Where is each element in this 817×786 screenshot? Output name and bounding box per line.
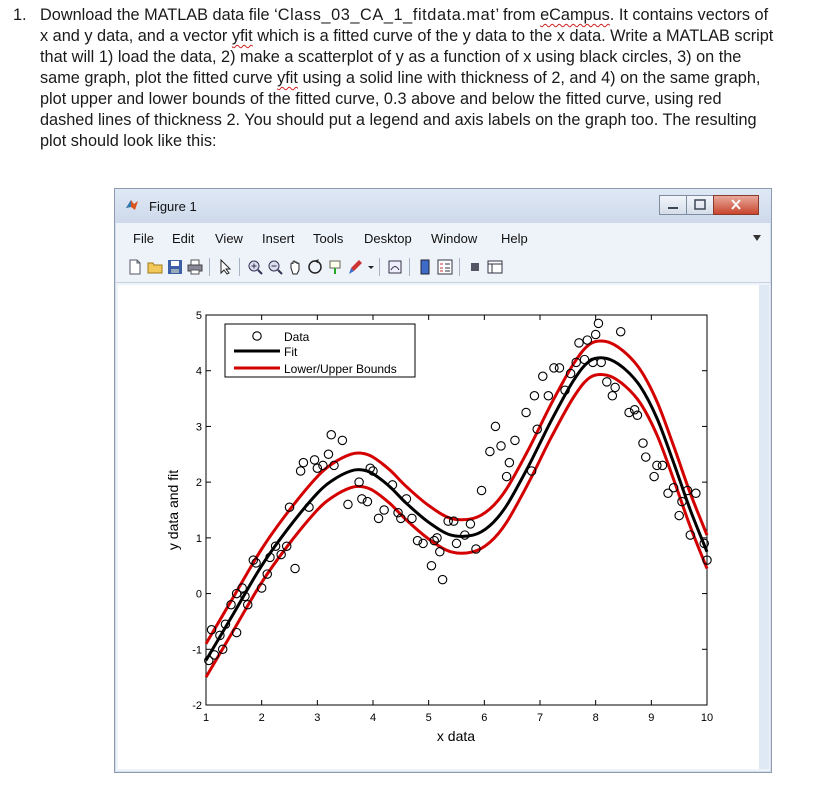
legend-label-bounds: Lower/Upper Bounds: [284, 362, 397, 376]
colorbar-icon[interactable]: [417, 259, 433, 275]
toolbar-separator: [209, 258, 210, 276]
matlab-figure-window: [114, 188, 772, 773]
question-part-4: which is a fitted curve of the y data to the x data. Write a MATLAB script that will 1) load the data, 2) make a scatterplot of y as a function of x using black circles, 3) on the same graph, plot the fitted curve: [40, 27, 774, 87]
zoom-out-icon[interactable]: [267, 259, 283, 275]
canvas-edge: [759, 285, 769, 769]
y-tick-label: 4: [195, 365, 202, 378]
maximize-button[interactable]: [686, 195, 714, 215]
close-button[interactable]: [713, 195, 759, 215]
menu-tools[interactable]: Tools: [313, 231, 344, 246]
data-cursor-icon[interactable]: [327, 259, 343, 275]
plot-svg: [118, 285, 758, 769]
x-tick-label: 6: [481, 712, 488, 724]
zoom-in-icon[interactable]: [247, 259, 263, 275]
window-controls: [660, 195, 759, 215]
x-tick-label: 5: [425, 712, 432, 724]
legend-icon[interactable]: [437, 259, 453, 275]
menu-overflow-icon[interactable]: [753, 235, 761, 241]
print-icon[interactable]: [187, 259, 203, 275]
new-figure-icon[interactable]: [127, 259, 143, 275]
open-file-icon[interactable]: [147, 259, 163, 275]
menu-view[interactable]: View: [215, 231, 243, 246]
yfit-word-2: yfit: [277, 69, 298, 87]
data-filename: Class_03_CA_1_fitdata.mat: [277, 6, 496, 24]
toolbar-separator: [409, 258, 410, 276]
y-tick-label: 1: [195, 532, 202, 545]
show-plot-tools-icon[interactable]: [487, 259, 503, 275]
legend-label-data: Data: [284, 330, 310, 344]
window-title: Figure 1: [149, 199, 197, 214]
maximize-icon: [687, 196, 713, 214]
menu-insert[interactable]: Insert: [262, 231, 295, 246]
legend-label-fit: Fit: [284, 345, 298, 359]
minimize-button[interactable]: [659, 195, 687, 215]
brush-dropdown-icon[interactable]: [367, 259, 375, 275]
figure-toolbar: [115, 252, 771, 283]
link-plot-icon[interactable]: [387, 259, 403, 275]
pan-icon[interactable]: [287, 259, 303, 275]
window-titlebar[interactable]: [115, 189, 771, 223]
hide-plot-tools-icon[interactable]: [467, 259, 483, 275]
y-tick-label: -1: [192, 644, 202, 657]
save-icon[interactable]: [167, 259, 183, 275]
y-tick-label: 3: [195, 421, 202, 434]
ecampus-word: eCampus: [540, 6, 610, 24]
y-tick-label: 5: [195, 310, 202, 322]
toolbar-separator: [459, 258, 460, 276]
x-tick-label: 10: [700, 712, 714, 724]
menu-edit[interactable]: Edit: [172, 231, 195, 246]
x-tick-label: 1: [202, 712, 210, 724]
menu-help[interactable]: Help: [501, 231, 528, 246]
question-number: 1.: [13, 6, 27, 24]
rotate-3d-icon[interactable]: [307, 259, 323, 275]
menu-window[interactable]: Window: [431, 231, 478, 246]
x-tick-label: 7: [536, 712, 544, 724]
question-part-5: using a solid line with thickness of 2, and 4) on the same graph, plot upper and lower bounds of the fitted curve, 0.3 above and below the fitted curve, using red dashed lines of thickness 2. You should put a legend and axis labels on the graph too. The resulting plot should look like this:: [40, 69, 761, 150]
figure-canvas: [118, 285, 766, 769]
x-axis-label: x data: [436, 728, 476, 744]
question-body: [40, 5, 775, 152]
menu-file[interactable]: File: [133, 231, 154, 246]
y-tick-labels: [192, 310, 202, 712]
close-icon: [714, 196, 758, 214]
x-tick-label: 8: [592, 712, 599, 724]
menu-desktop[interactable]: Desktop: [364, 231, 412, 246]
x-tick-label: 2: [258, 712, 265, 724]
minimize-icon: [660, 196, 686, 214]
y-axis-label: y data and fit: [165, 469, 181, 551]
question-text-block: [13, 5, 775, 152]
x-tick-label: 3: [314, 712, 321, 724]
matlab-logo-icon: [125, 198, 139, 212]
question-part-2: ’ from: [495, 6, 541, 24]
x-tick-label: 9: [648, 712, 655, 724]
legend[interactable]: [225, 324, 415, 377]
toolbar-separator: [239, 258, 240, 276]
question-part-1: Download the MATLAB data file ‘: [40, 6, 278, 24]
x-tick-label: 4: [369, 712, 377, 724]
toolbar-separator: [379, 258, 380, 276]
y-tick-label: -2: [192, 700, 202, 712]
yfit-word: yfit: [231, 27, 253, 45]
question-part-3: . It contains vectors of x and y data, and a vector: [40, 6, 769, 45]
y-tick-label: 0: [195, 588, 202, 601]
pointer-icon[interactable]: [217, 259, 233, 275]
menu-bar: [115, 226, 771, 250]
x-tick-labels: [203, 712, 713, 724]
y-tick-label: 2: [195, 477, 202, 490]
brush-icon[interactable]: [347, 259, 363, 275]
